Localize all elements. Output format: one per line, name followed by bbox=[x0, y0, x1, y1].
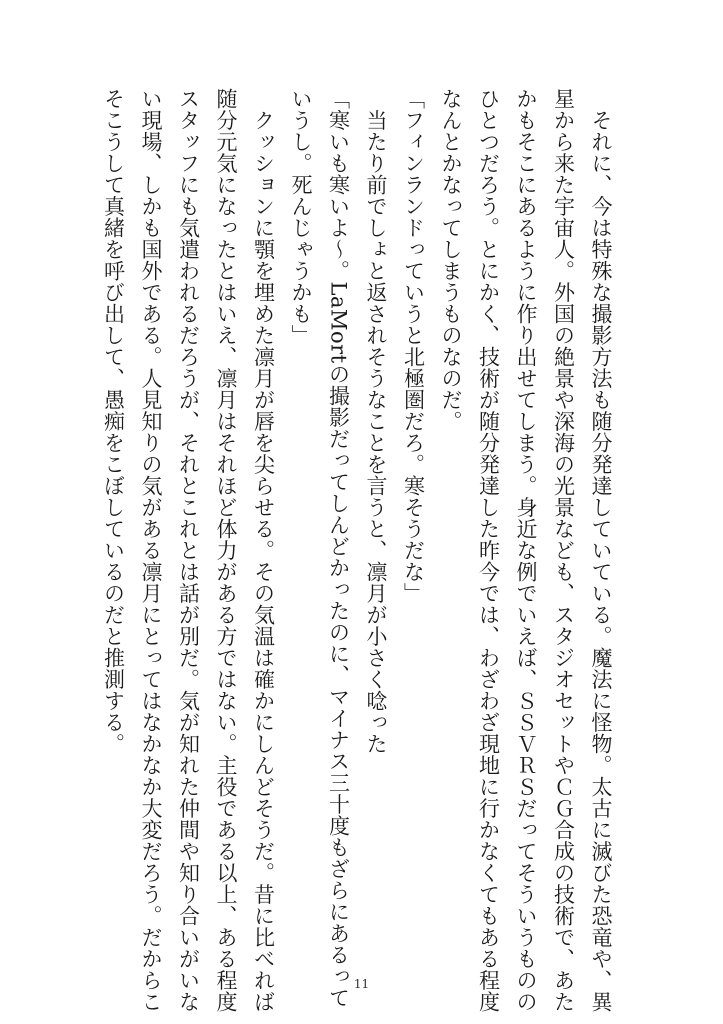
text-line: 随分元気になったとはいえ、凛月はそれほど体力がある方ではない。主役である以上、ある程度 bbox=[214, 88, 238, 1013]
text-line: 当たり前でしょと返されそうなことを言うと、凛月が小さく唸った bbox=[364, 88, 388, 755]
text-line: いうし。死んじゃうかも」 bbox=[289, 88, 313, 346]
page-number: 11 bbox=[353, 977, 370, 991]
text-line: スタッフにも気遣われるだろうが、それとこれとは話が別だ。気が知れた仲間や知り合いがいな bbox=[176, 88, 201, 1013]
text-line: かもそこにあるように作り出せてしまう。身近な例でいえば、ＳＳＶＲＳだってそういうものの bbox=[514, 88, 538, 1013]
text-line: なんとかなってしまうものなのだ。 bbox=[439, 88, 463, 432]
text-line: 「フィンランドっていうと北極圏だろ。寒そうだな」 bbox=[401, 88, 426, 604]
text-line: い現場、しかも国外である。人見知りの気がある凛月にとってはなかなか大変だろう。だからこ bbox=[139, 88, 163, 1013]
text-line: クッションに顎を埋めた凛月が唇を尖らせる。その気温は確かにしんどそうだ。昔に比べれば bbox=[251, 88, 276, 1013]
text-line: 星から来た宇宙人。外国の絶景や深海の光景なども、スタジオセットやＣＧ合成の技術で、あた bbox=[551, 88, 576, 1013]
text-line: ひとつだろう。とにかく、技術が随分発達した昨今では、わざわざ現地に行かなくてもある程度 bbox=[476, 88, 501, 1013]
text-line: 「寒いも寒いよ〜。LaMortの撮影だってしんどかったのに、マイナス三十度もざらにあるって bbox=[326, 88, 351, 1009]
text-line: それに、今は特殊な撮影方法も随分発達していている。魔法に怪物。太古に滅びた恐竜や、異 bbox=[589, 88, 613, 1013]
text-line: そこうして真緒を呼び出して、愚痴をこぼしているのだと推測する。 bbox=[101, 88, 126, 755]
